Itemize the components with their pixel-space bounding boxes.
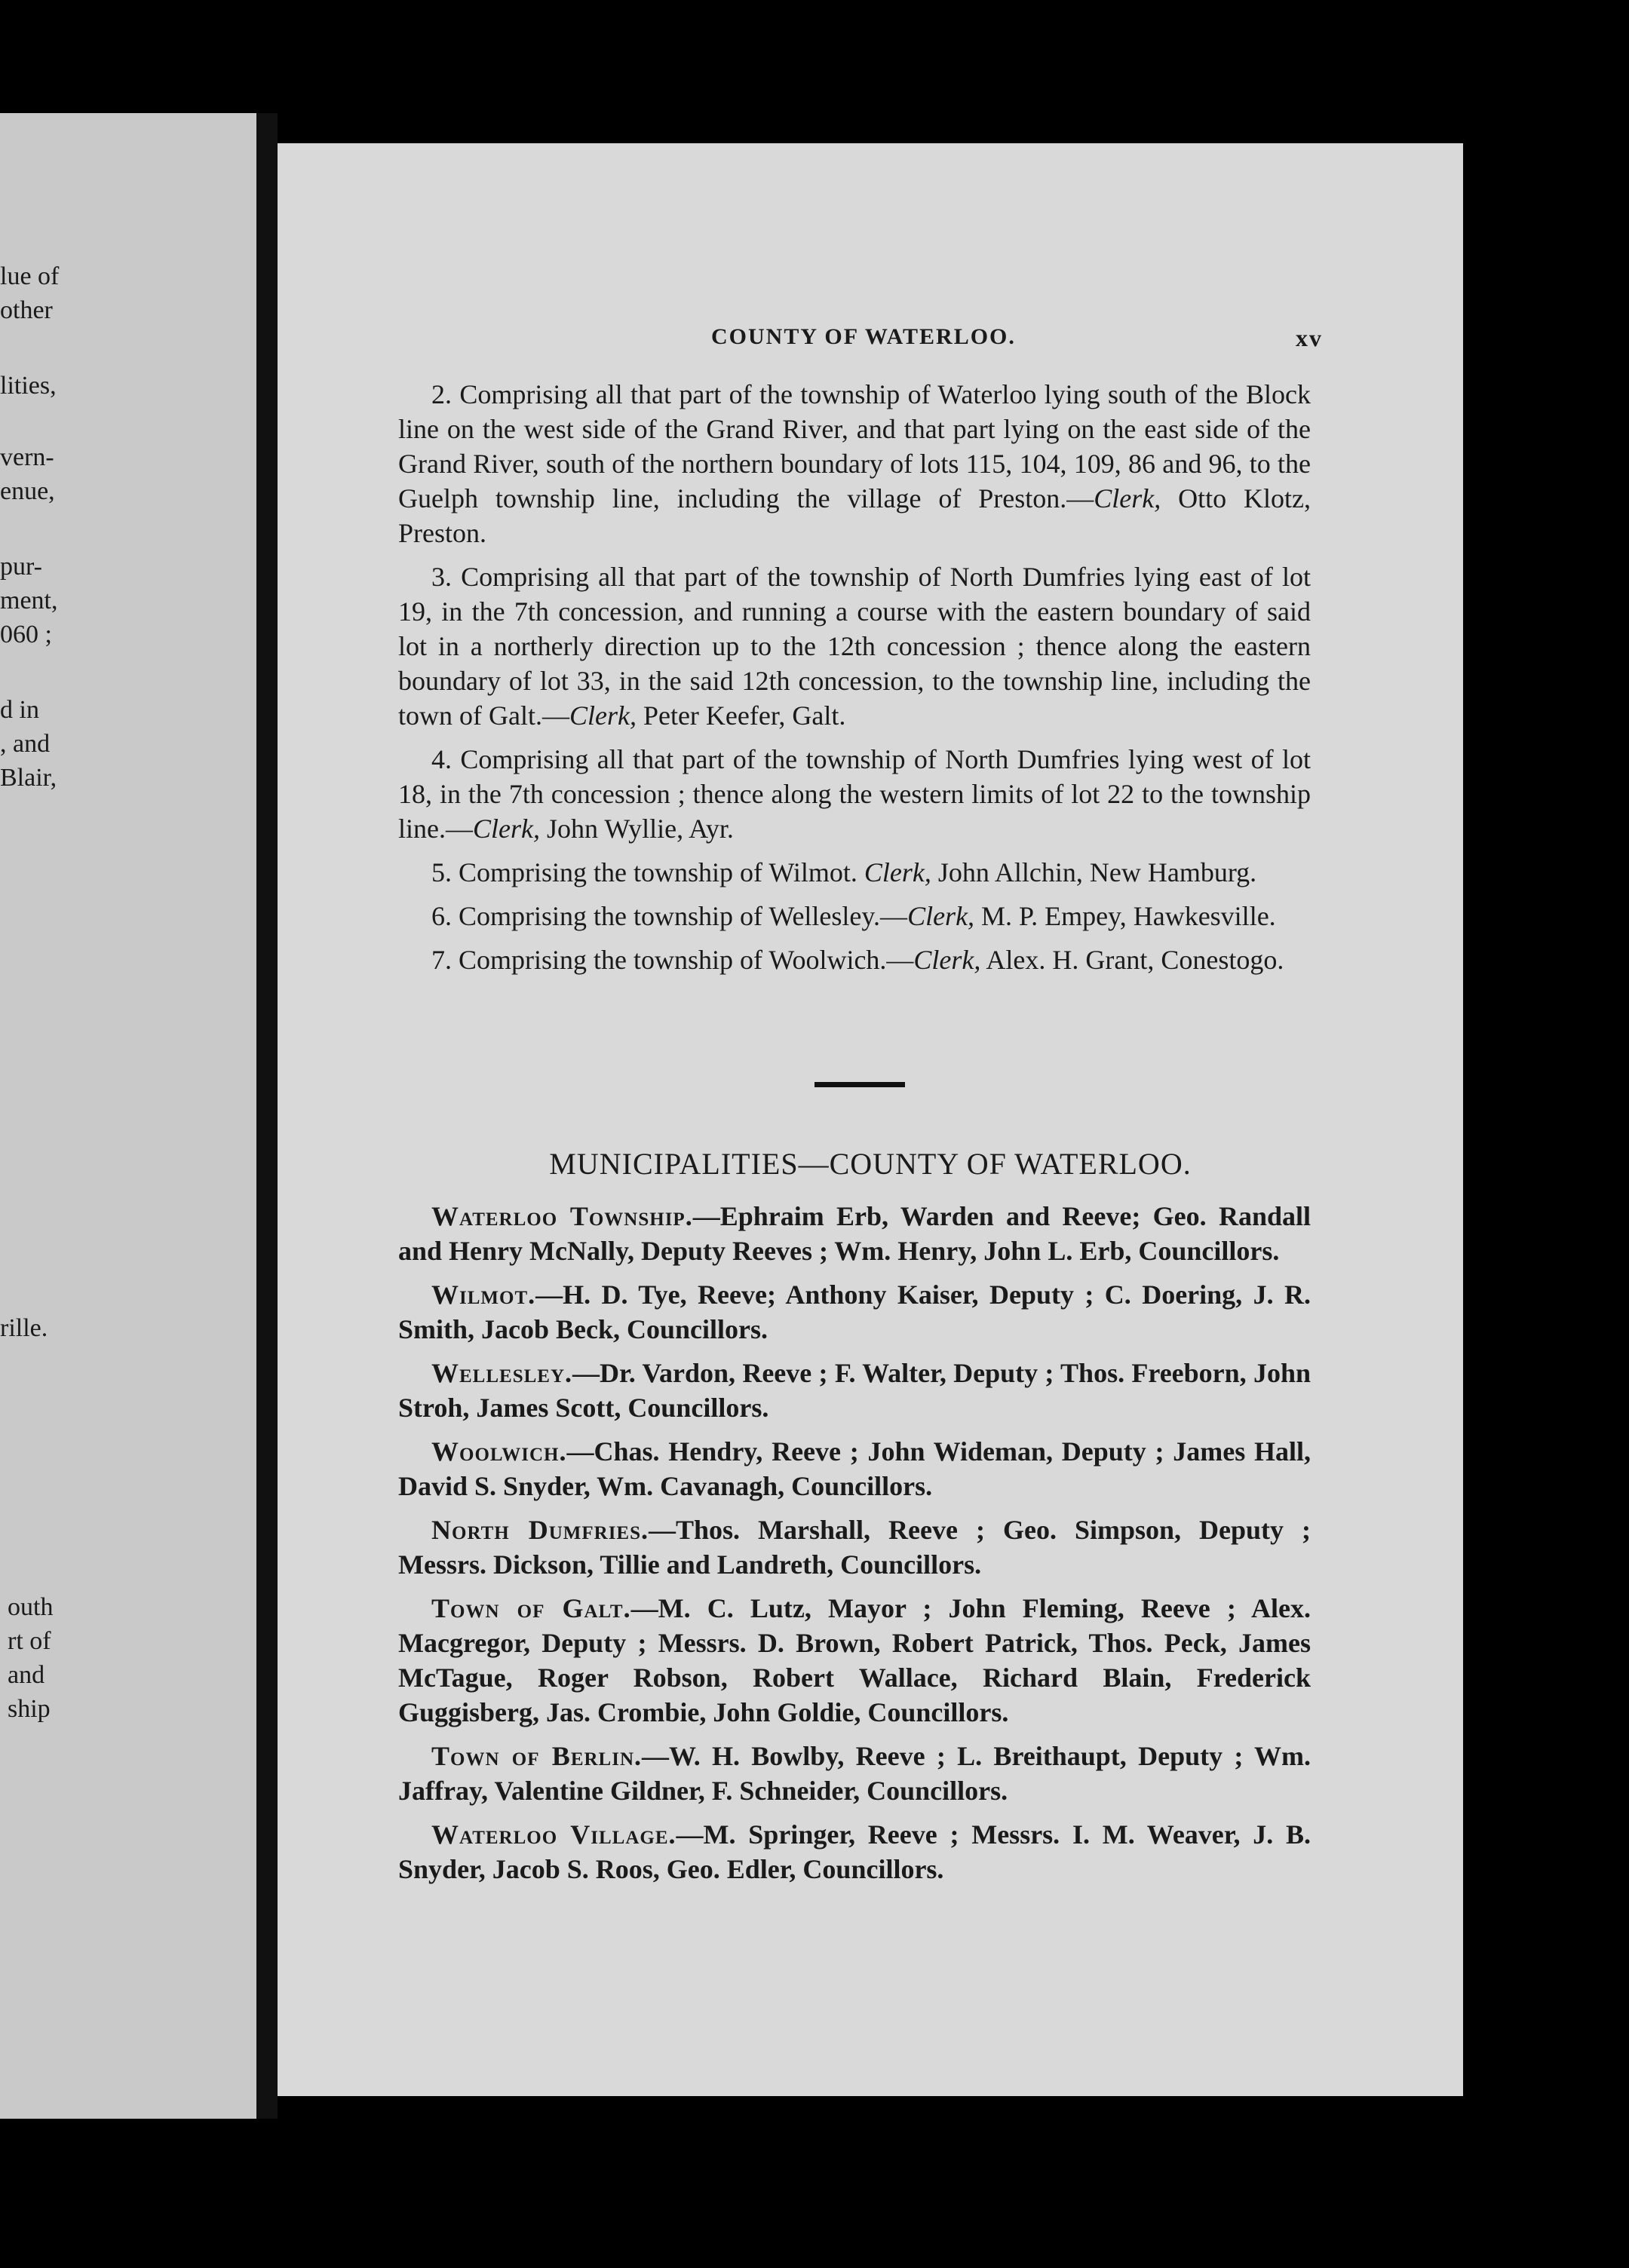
division-description: 7. Comprising the township of Woolwich.— <box>431 945 914 975</box>
officer-names: —Ephraim Erb, <box>692 1201 900 1231</box>
office-title: Councillors. <box>840 1549 982 1580</box>
facing-page-fragment <box>0 113 256 2119</box>
division-description: 2. Comprising all that part of the township of Waterloo lying south of the Block line on the west side of the Grand River, and that part lying on the east side of the Grand River, south of the northern boundary of lots 115, 104, 109, 86 and 96, to the Guelph township line, including the village of Preston.— <box>398 379 1311 513</box>
facing-page-line <box>0 441 256 474</box>
running-title: COUNTY OF WATERLOO. <box>711 324 1016 349</box>
office-title: Reeve ; <box>855 1741 946 1771</box>
office-title: Reeve ; <box>742 1358 828 1388</box>
facing-page-line-text: lities, <box>0 372 57 400</box>
office-title: Deputy ; <box>953 1358 1054 1388</box>
facing-page-line-text: outh <box>8 1593 54 1621</box>
section-rule <box>814 1082 905 1087</box>
officer-names: John Fleming, <box>931 1593 1141 1623</box>
clerk-label: Clerk, <box>1094 483 1161 513</box>
division-paragraph <box>398 742 1311 846</box>
municipality-name: North Dumfries. <box>431 1515 649 1545</box>
office-title: Reeve ; <box>888 1515 985 1545</box>
office-title: Reeve ; <box>867 1819 959 1850</box>
facing-page-line-text: enue, <box>0 477 55 505</box>
office-title: Deputy ; <box>1138 1741 1244 1771</box>
officer-names: Wm. Henry, John L. Erb, <box>827 1236 1139 1266</box>
page-number: xv <box>1296 324 1323 351</box>
municipality-entry <box>398 1277 1311 1347</box>
clerk-name: John Allchin, New Hamburg. <box>931 857 1257 887</box>
facing-page-line-text: lue of <box>0 262 60 290</box>
facing-page-line-text: ment, <box>0 587 58 615</box>
officer-names: James Hall, David S. Snyder, Wm. Cavanagh, <box>398 1436 1311 1501</box>
facing-page-line <box>0 294 256 327</box>
municipality-name: Woolwich. <box>431 1436 567 1467</box>
division-paragraph <box>398 942 1311 977</box>
municipality-list <box>398 1199 1311 1896</box>
clerk-label: Clerk, <box>864 857 931 887</box>
facing-page-line <box>0 260 256 293</box>
clerk-name: Otto Klotz, Preston. <box>398 483 1311 548</box>
officer-names: Geo. Randall and Henry McNally, <box>398 1201 1311 1266</box>
officer-names: and <box>993 1201 1063 1231</box>
municipality-entry <box>398 1356 1311 1425</box>
municipality-entry <box>398 1199 1311 1268</box>
facing-page-line-text: Blair, <box>0 764 57 792</box>
facing-page-line <box>0 369 256 403</box>
clerk-label: Clerk, <box>569 700 637 731</box>
officer-names: C. Doering, J. R. Smith, Jacob Beck, <box>398 1280 1311 1344</box>
officer-names: Thos. Freeborn, John Stroh, James Scott, <box>398 1358 1311 1423</box>
facing-page-line-text: rille. <box>0 1314 48 1342</box>
facing-page-line <box>0 728 256 761</box>
facing-page-line <box>0 550 256 584</box>
officer-names: —Dr. Vardon, <box>572 1358 743 1388</box>
clerk-name: Alex. H. Grant, Conestogo. <box>980 945 1284 975</box>
facing-page-line <box>0 1625 256 1658</box>
facing-page-line-text: d in <box>0 696 39 724</box>
officer-names: John Wideman, <box>858 1436 1062 1467</box>
office-title: Deputy ; <box>989 1280 1094 1310</box>
officer-names: Geo. Simpson, <box>984 1515 1199 1545</box>
division-paragraph <box>398 899 1311 933</box>
facing-page-line <box>0 618 256 651</box>
division-paragraph <box>398 377 1311 550</box>
division-description: 5. Comprising the township of Wilmot. <box>431 857 864 887</box>
clerk-label: Clerk, <box>907 901 975 931</box>
office-title: Councillors. <box>867 1697 1009 1727</box>
office-title: Councillors. <box>791 1471 933 1501</box>
office-title: Reeve; <box>1062 1201 1141 1231</box>
division-description: 3. Comprising all that part of the township of North Dumfries lying east of lot 19, in the 7th concession, and running a course with the eastern boundary of said lot in a northerly direction up to the 12th concession ; thence along the eastern boundary of lot 33, in the said 12th concession, to the township line, including the town of Galt.— <box>398 562 1311 731</box>
clerk-name: M. P. Empey, Hawkesville. <box>974 901 1276 931</box>
book-gutter <box>256 113 278 2119</box>
office-title: Deputy ; <box>1199 1515 1311 1545</box>
officer-names: L. Breithaupt, <box>945 1741 1139 1771</box>
facing-page-line-text: ship <box>8 1695 51 1723</box>
facing-page-line <box>0 1693 256 1726</box>
facing-page-line-text: other <box>0 296 53 324</box>
officer-names: Messrs. D. Brown, Robert Patrick, Thos. Peck, James McTague, Roger Robson, Robert Wallace, Richard Blain, Frederick Guggisberg, Jas. Crombie, John Goldie, <box>398 1628 1311 1727</box>
office-title: Deputy ; <box>541 1628 647 1658</box>
office-title: Councillors. <box>627 1393 769 1423</box>
officer-names: —Thos. Marshall, <box>649 1515 889 1545</box>
officer-names: —Chas. Hendry, <box>566 1436 772 1467</box>
facing-page-line <box>0 1312 256 1345</box>
officer-names: Wm. Jaffray, Valentine Gildner, F. Schneider, <box>398 1741 1311 1806</box>
facing-page-line-text: vern- <box>0 443 54 471</box>
running-head <box>278 324 1463 357</box>
facing-page-line-text: rt of <box>8 1627 51 1655</box>
officer-names: —H. D. Tye, <box>535 1280 698 1310</box>
section-title: MUNICIPALITIES—COUNTY OF WATERLOO. <box>549 1147 1192 1181</box>
facing-page-line-text: 060 ; <box>0 621 52 648</box>
office-title: Reeve ; <box>772 1436 859 1467</box>
office-title: Mayor ; <box>827 1593 932 1623</box>
municipality-name: Wellesley. <box>431 1358 573 1388</box>
officer-names: Anthony Kaiser, <box>775 1280 989 1310</box>
division-description: 6. Comprising the township of Wellesley.— <box>431 901 908 931</box>
officer-names: —M. C. Lutz, <box>630 1593 828 1623</box>
clerk-name: John Wyllie, Ayr. <box>539 814 734 844</box>
municipality-entry <box>398 1434 1311 1503</box>
division-list <box>398 377 1311 986</box>
office-title: Deputy Reeves ; <box>641 1236 828 1266</box>
municipality-name: Town of Berlin. <box>431 1741 643 1771</box>
officer-names: —W. H. Bowlby, <box>642 1741 856 1771</box>
office-title: Councillors. <box>867 1776 1008 1806</box>
office-title: Reeve ; <box>1140 1593 1236 1623</box>
facing-page-line <box>0 694 256 727</box>
office-title: Councillors. <box>1138 1236 1280 1266</box>
clerk-label: Clerk, <box>472 814 540 844</box>
facing-page-line <box>0 1591 256 1624</box>
officer-names: F. Walter, <box>827 1358 954 1388</box>
municipality-entry <box>398 1739 1311 1808</box>
municipality-entry <box>398 1513 1311 1582</box>
office-title: Warden <box>900 1201 994 1231</box>
page <box>278 143 1463 2096</box>
division-paragraph <box>398 855 1311 890</box>
officer-names: Messrs. Dickson, Tillie and Landreth, <box>398 1549 841 1580</box>
division-paragraph <box>398 559 1311 733</box>
clerk-label: Clerk, <box>913 945 981 975</box>
clerk-name: Peter Keefer, Galt. <box>636 700 846 731</box>
municipality-name: Waterloo Township. <box>431 1201 693 1231</box>
facing-page-line <box>0 475 256 508</box>
officer-names: —M. Springer, <box>676 1819 868 1850</box>
facing-page-line-text: and <box>8 1661 45 1689</box>
office-title: Reeve; <box>698 1280 776 1310</box>
municipality-entry <box>398 1591 1311 1730</box>
office-title: Deputy ; <box>1061 1436 1164 1467</box>
municipality-name: Town of Galt. <box>431 1593 631 1623</box>
office-title: Councillors. <box>627 1314 768 1344</box>
facing-page-line <box>0 584 256 618</box>
facing-page-line-text: , and <box>0 730 51 758</box>
division-description: 4. Comprising all that part of the township of North Dumfries lying west of lot 18, in the 7th concession ; thence along the western limits of lot 22 to the township line.— <box>398 744 1311 844</box>
facing-page-line <box>0 762 256 795</box>
facing-page-line <box>0 1659 256 1692</box>
municipality-name: Waterloo Village. <box>431 1819 676 1850</box>
municipality-entry <box>398 1817 1311 1886</box>
municipality-name: Wilmot. <box>431 1280 536 1310</box>
facing-page-line-text: pur- <box>0 553 42 581</box>
officer-names: Messrs. I. M. Weaver, J. B. Snyder, Jacob S. Roos, Geo. Edler, <box>398 1819 1311 1884</box>
office-title: Councillors. <box>802 1854 944 1884</box>
officer-names: Alex. Macgregor, <box>398 1593 1311 1658</box>
